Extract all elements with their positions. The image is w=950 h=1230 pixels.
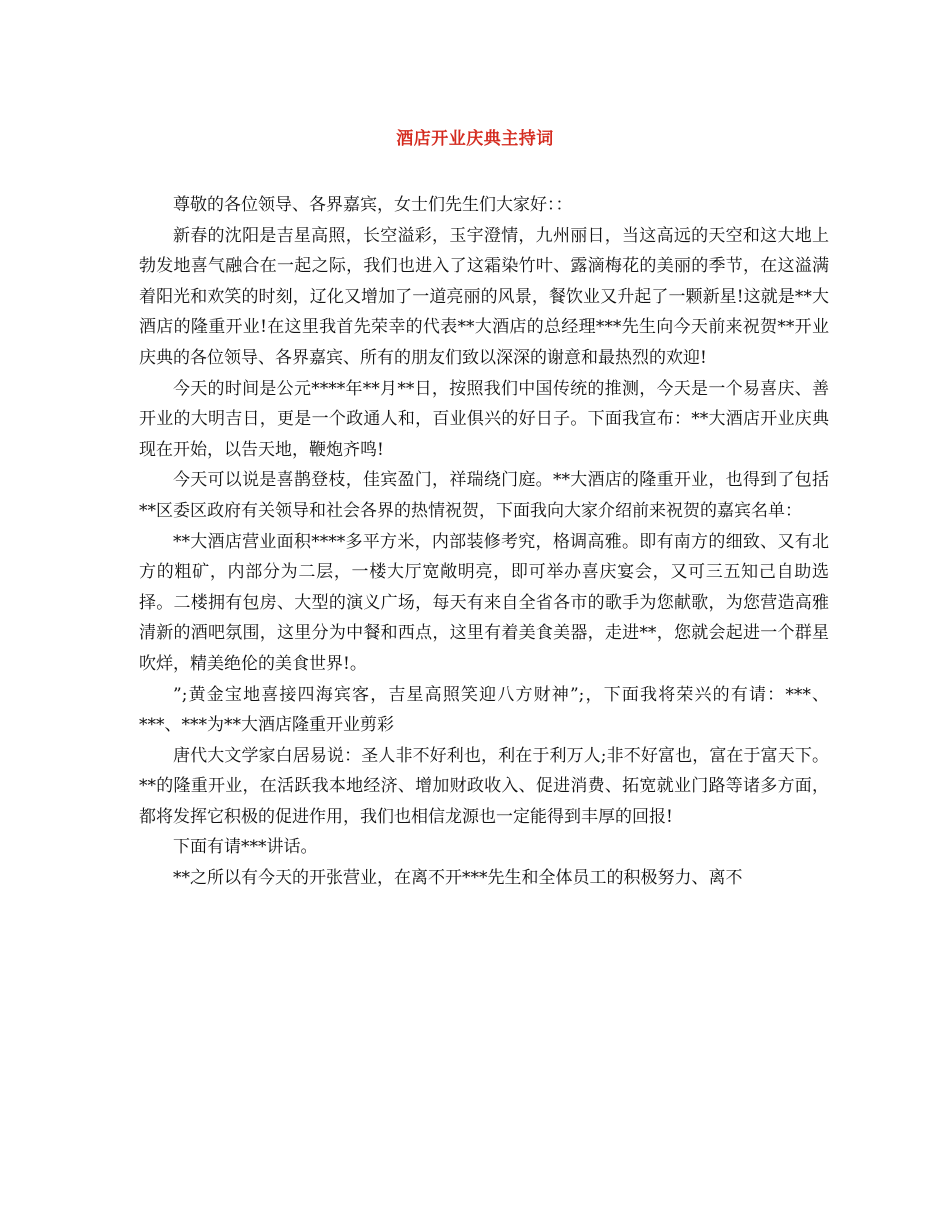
paragraph-guests: 今天可以说是喜鹊登枝，佳宾盈门，祥瑞绕门庭。**大酒店的隆重开业，也得到了包括**区委区政府有关领导和社会各界的热情祝贺，下面我向大家介绍前来祝贺的嘉宾名单： [139,470,829,521]
paragraph-closing: **之所以有今天的开张营业，在离不开***先生和全体员工的积极努力、离不 [173,868,743,889]
paragraph-speech: 下面有请***讲话。 [173,837,318,858]
document-body [139,190,829,894]
paragraph-ribbon-cutting: ”;黄金宝地喜接四海宾客，吉星高照笑迎八方财神”;，下面我将荣兴的有请：***、***、***为**大酒店隆重开业剪彩 [139,684,829,736]
paragraph-announcement: 今天的时间是公元****年**月**日，按照我们中国传统的推测，今天是一个易喜庆、善开业的大明吉日，更是一个政通人和，百业俱兴的好日子。下面我宣布：**大酒店开业庆典现在开始，以告天地，鞭炮齐鸣! [139,378,829,460]
paragraph-hotel-intro: **大酒店营业面积****多平方米，内部装修考究，格调高雅。即有南方的细致、又有北方的粗矿，内部分为二层，一楼大厅宽敞明亮，即可举办喜庆宴会，又可三五知己自助选择。二楼拥有包房、大型的演义广场，每天有来自全省各市的歌手为您献歌，为您营造高雅清新的酒吧氛围，这里分为中餐和西点，这里有着美食美器，走进**，您就会起进一个群星吹烊，精美绝伦的美食世界!。 [139,531,829,674]
paragraph-greeting: 尊敬的各位领导、各界嘉宾，女士们先生们大家好：： [173,195,573,215]
paragraph-quote: 唐代大文学家白居易说：圣人非不好利也，利在于利万人;非不好富也，富在于富天下。**的隆重开业，在活跃我本地经济、增加财政收入、促进消费、拓宽就业门路等诸多方面，都将发挥它积极的促进作用，我们也相信龙源也一定能得到丰厚的回报! [139,745,829,827]
paragraph-opening: 新春的沈阳是吉星高照，长空溢彩，玉宇澄情，九州丽日，当这高远的天空和这大地上勃发地喜气融合在一起之际，我们也进入了这霜染竹叶、露滴梅花的美丽的季节，在这溢满着阳光和欢笑的时刻，辽化又增加了一道亮丽的风景，餐饮业又升起了一颗新星!这就是**大酒店的隆重开业!在这里我首先荣幸的代表**大酒店的总经理***先生向今天前来祝贺**开业庆典的各位领导、各界嘉宾、所有的朋友们致以深深的谢意和最热烈的欢迎! [139,225,829,368]
document-title: 酒店开业庆典主持词 [396,129,554,149]
